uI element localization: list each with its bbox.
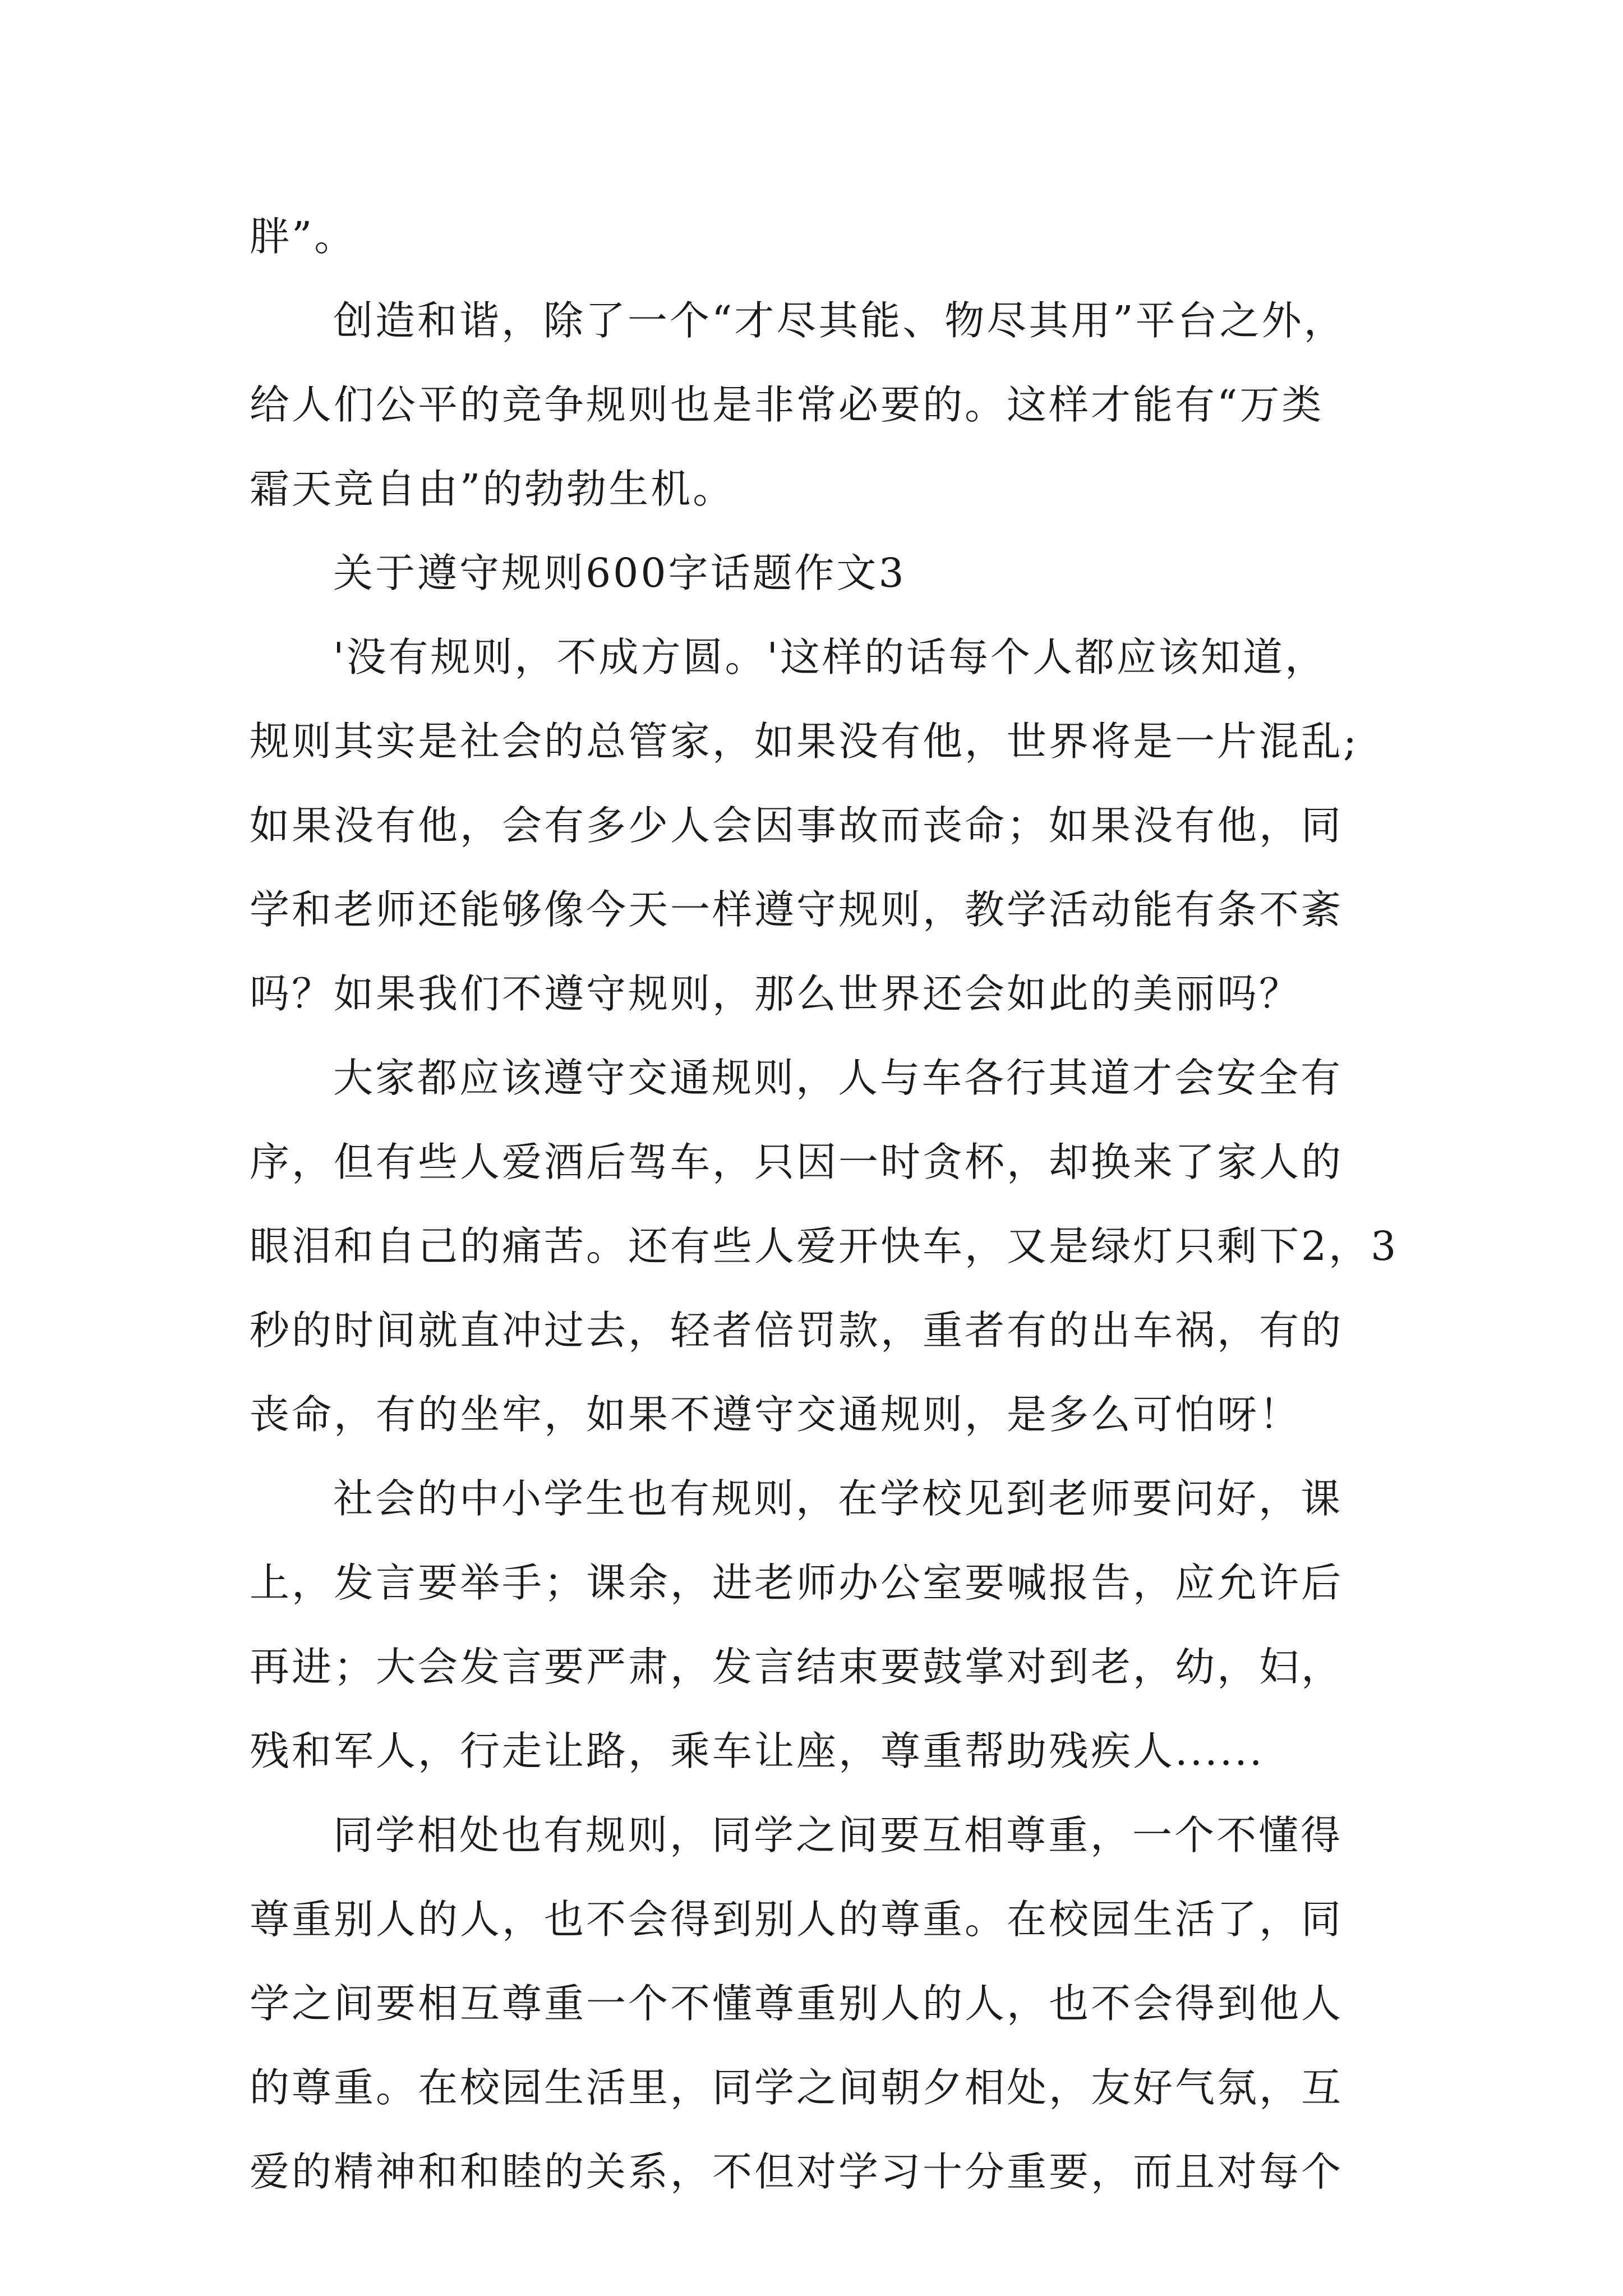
text-line: 大家都应该遵守交通规则，人与车各行其道才会安全有: [333, 1055, 1343, 1101]
text-line: 学之间要相互尊重一个不懂尊重别人的人，也不会得到他人: [250, 1980, 1344, 2027]
text-line: 眼泪和自己的痛苦。还有些人爱开快车，又是绿灯只剩下2，3: [250, 1223, 1399, 1269]
text-line: 丧命，有的坐牢，如果不遵守交通规则，是多么可怕呀！: [250, 1391, 1302, 1438]
text-line: 社会的中小学生也有规则，在学校见到老师要问好，课: [333, 1475, 1343, 1522]
text-line: 尊重别人的人，也不会得到别人的尊重。在校园生活了，同: [250, 1896, 1344, 1943]
text-line: 霜天竞自由”的勃勃生机。: [250, 466, 735, 512]
text-line: 残和军人，行走让路，乘车让座，尊重帮助残疾人......: [250, 1728, 1265, 1774]
text-line: 再进；大会发言要严肃，发言结束要鼓掌对到老，幼，妇，: [250, 1644, 1344, 1690]
text-line: 胖”。: [250, 213, 357, 260]
text-line: 上，发言要举手；课余，进老师办公室要喊报告，应允许后: [250, 1559, 1344, 1606]
text-line: 吗？如果我们不遵守规则，那么世界还会如此的美丽吗？: [250, 970, 1302, 1017]
text-line: 爱的精神和和睦的关系，不但对学习十分重要，而且对每个: [250, 2148, 1344, 2195]
text-line: 规则其实是社会的总管家，如果没有他，世界将是一片混乱;: [250, 718, 1359, 765]
text-line: 如果没有他，会有多少人会因事故而丧命；如果没有他，同: [250, 802, 1344, 849]
text-line: 学和老师还能够像今天一样遵守规则，教学活动能有条不紊: [250, 886, 1344, 933]
text-line: 序，但有些人爱酒后驾车，只因一时贪杯，却换来了家人的: [250, 1139, 1344, 1185]
text-line: 给人们公平的竞争规则也是非常必要的。这样才能有“万类: [250, 381, 1324, 428]
text-line: 的尊重。在校园生活里，同学之间朝夕相处，友好气氛，互: [250, 2064, 1344, 2111]
section-heading: 关于遵守规则600字话题作文3: [333, 550, 906, 596]
text-line: 秒的时间就直冲过去，轻者倍罚款，重者有的出车祸，有的: [250, 1307, 1344, 1354]
text-line: 同学相处也有规则，同学之间要互相尊重，一个不懂得: [333, 1812, 1343, 1858]
text-line: '没有规则，不成方圆。'这样的话每个人都应该知道，: [333, 634, 1327, 680]
text-line: 创造和谐，除了一个“才尽其能、物尽其用”平台之外，: [333, 297, 1346, 344]
